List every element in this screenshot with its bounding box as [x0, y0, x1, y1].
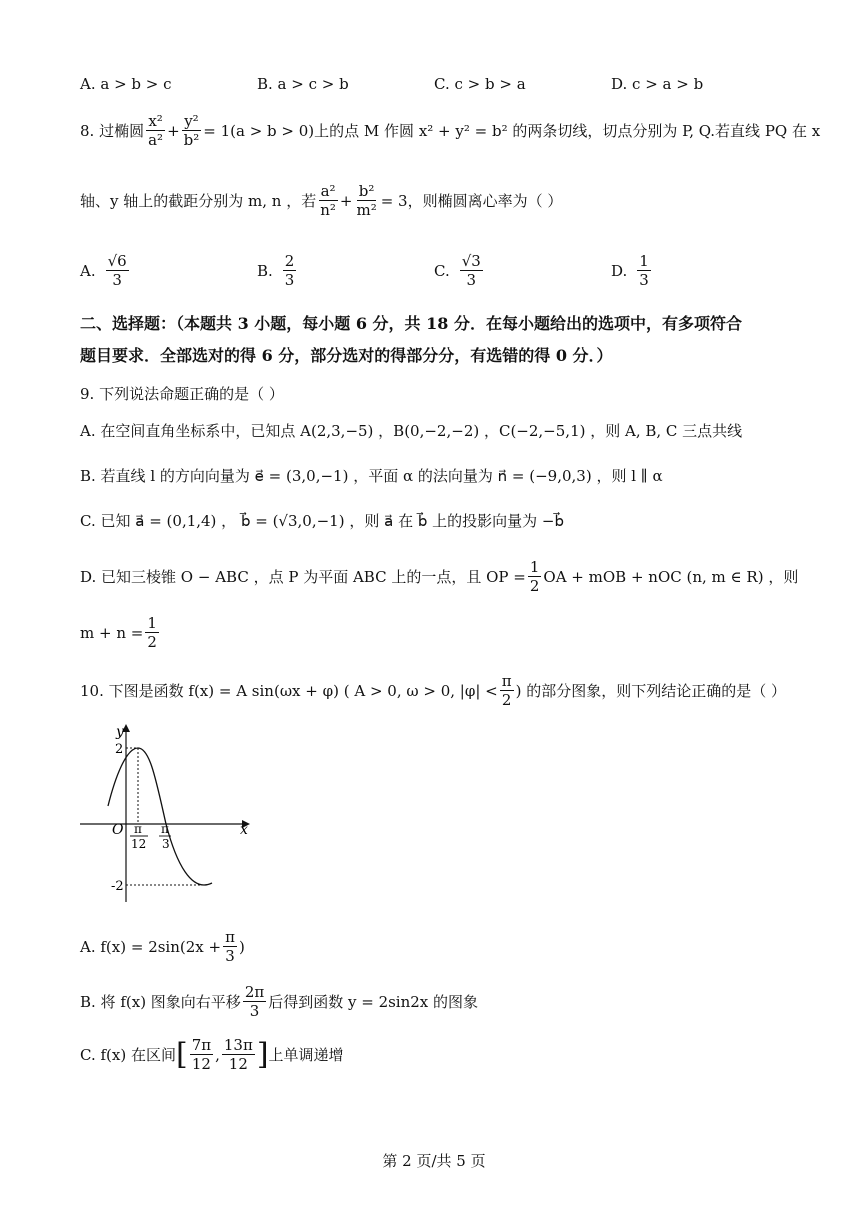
q8-line1-text: 上的点 M 作圆 x² + y² = b² 的两条切线，切点分别为 P, Q.若直线 PQ 在 x	[314, 122, 821, 140]
q7-option-b: B. a > c > b	[257, 75, 349, 93]
y-min-label: -2	[111, 879, 124, 894]
sine-graph	[68, 720, 268, 910]
x-axis-label: x	[240, 822, 248, 838]
section2-heading-line2: 题目要求．全部选对的得 6 分，部分选对的得部分分，有选错的得 0 分．）	[80, 346, 613, 365]
q9-option-a: A. 在空间直角坐标系中，已知点 A(2,3,−5) ，B(0,−2,−2) ，C(−2,−5,1) ，则 A, B, C 三点共线	[80, 422, 743, 440]
option-b-fraction: $\frac{2}{3}$	[284, 252, 295, 289]
q9-option-d: D. 已知三棱锥 O − ABC ，点 P 为平面 ABC 上的一点，且 OP = $\frac{1}{2}$ OA + mOB + nOC (n, m ∈ R) ，则	[80, 558, 799, 595]
cond-b-fraction: $\frac{\text{b²}}{\text{m²}}$	[356, 182, 377, 219]
ellipse-x-fraction: $\frac{\text{x²}}{\text{a²}}$	[148, 112, 164, 149]
q10-option-c: C. f(x) 在区间 [ $\frac{7\pi}{12}$ , $\frac{13\pi}{12}$ ] 上单调递增	[80, 1036, 344, 1073]
two-pi-over-3-fraction: $\frac{2\pi}{3}$	[244, 983, 265, 1020]
q9-option-c: C. 已知 a⃗ = (0,1,4) ， b⃗ = (√3,0,−1) ，则 a⃗ 在 b⃗ 上的投影向量为 −b⃗	[80, 512, 564, 530]
ellipse-y-fraction: $\frac{\text{y²}}{\text{b²}}$	[183, 112, 200, 149]
x-tick1-den: 12	[131, 837, 147, 851]
q8-line2-text: 轴、y 轴上的截距分别为 m, n ，若	[80, 192, 317, 210]
q7-option-d: D. c > a > b	[611, 75, 704, 93]
q9-option-b: B. 若直线 l 的方向向量为 e⃗ = (3,0,−1) ，平面 α 的法向量为 n⃗ = (−9,0,3) ，则 l ∥ α	[80, 467, 663, 485]
q10-option-b: B. 将 f(x) 图象向右平移 $\frac{2\pi}{3}$ 后得到函数 y = 2sin2x 的图象	[80, 983, 479, 1020]
q7-option-a: A. a > b > c	[80, 75, 172, 93]
option-a-fraction: $\frac{√6}{3}$	[107, 252, 127, 289]
x-tick2-den: 3	[162, 837, 170, 851]
half-fraction: $\frac{1}{2}$	[529, 558, 540, 595]
cond-a-fraction: $\frac{\text{a²}}{\text{n²}}$	[320, 182, 336, 219]
q8-option-a: A. $\frac{√6}{3}$	[80, 252, 127, 289]
origin-label: O	[112, 822, 124, 838]
q9-stem: 9. 下列说法命题正确的是（ ）	[80, 385, 284, 403]
cond-tail: = 3	[380, 191, 408, 210]
option-d-fraction: $\frac{1}{3}$	[639, 252, 649, 289]
section2-heading-line1: 二、选择题：（本题共 3 小题，每小题 6 分，共 18 分．在每小题给出的选项中，有多项符合	[80, 314, 742, 333]
y-axis-label: y	[116, 724, 124, 740]
page-footer: 第 2 页/共 5 页	[382, 1152, 486, 1170]
option-c-fraction: $\frac{√3}{3}$	[461, 252, 481, 289]
q10-stem: 10. 下图是函数 f(x) = A sin(ωx + φ) ( A > 0, ω > 0, |φ| < $\frac{\pi}{2}$ ) 的部分图象，则下列结论正确的是（ ）	[80, 672, 786, 709]
q8-label: 8. 过椭圆	[80, 122, 145, 140]
half-fraction-2: $\frac{1}{2}$	[147, 614, 157, 651]
q8-option-c: C. $\frac{√3}{3}$	[434, 252, 481, 289]
y-max-label: 2	[115, 742, 124, 757]
interval-left-fraction: $\frac{7\pi}{12}$	[191, 1036, 212, 1073]
q10-option-a: A. f(x) = 2sin(2x + $\frac{\pi}{3}$ )	[80, 928, 245, 965]
q8-line2: 轴、y 轴上的截距分别为 m, n ，若 $\frac{\text{a²}}{\text{n²}}$ + $\frac{\text{b²}}{\text{m²}}$ = 3 ，则椭圆离心率为（ ）	[80, 182, 563, 219]
pi-over-2-fraction: $\frac{\pi}{2}$	[501, 672, 512, 709]
ellipse-equation-tail: = 1(a > b > 0)	[203, 121, 315, 140]
q8-line2-end: ，则椭圆离心率为（ ）	[407, 192, 563, 210]
q8-option-b: B. $\frac{2}{3}$	[257, 252, 295, 289]
x-tick1-num: π	[134, 822, 142, 836]
q9-option-d-line2: m + n = $\frac{1}{2}$	[80, 614, 157, 651]
x-tick2-num: π	[161, 822, 169, 836]
sine-curve	[108, 748, 212, 885]
interval-right-fraction: $\frac{13\pi}{12}$	[223, 1036, 253, 1073]
q8-line1: 8. 过椭圆 $\frac{\text{x²}}{\text{a²}}$ + $\frac{\text{y²}}{\text{b²}}$ = 1(a > b > 0) 上的点 M 作圆 x² + y² = b² 的两条切线，切点分别为 P, Q.若直线 PQ 在 x	[80, 112, 821, 149]
pi-over-3-fraction: $\frac{\pi}{3}$	[225, 928, 235, 965]
q7-option-c: C. c > b > a	[434, 75, 526, 93]
q8-option-d: D. $\frac{1}{3}$	[611, 252, 649, 289]
